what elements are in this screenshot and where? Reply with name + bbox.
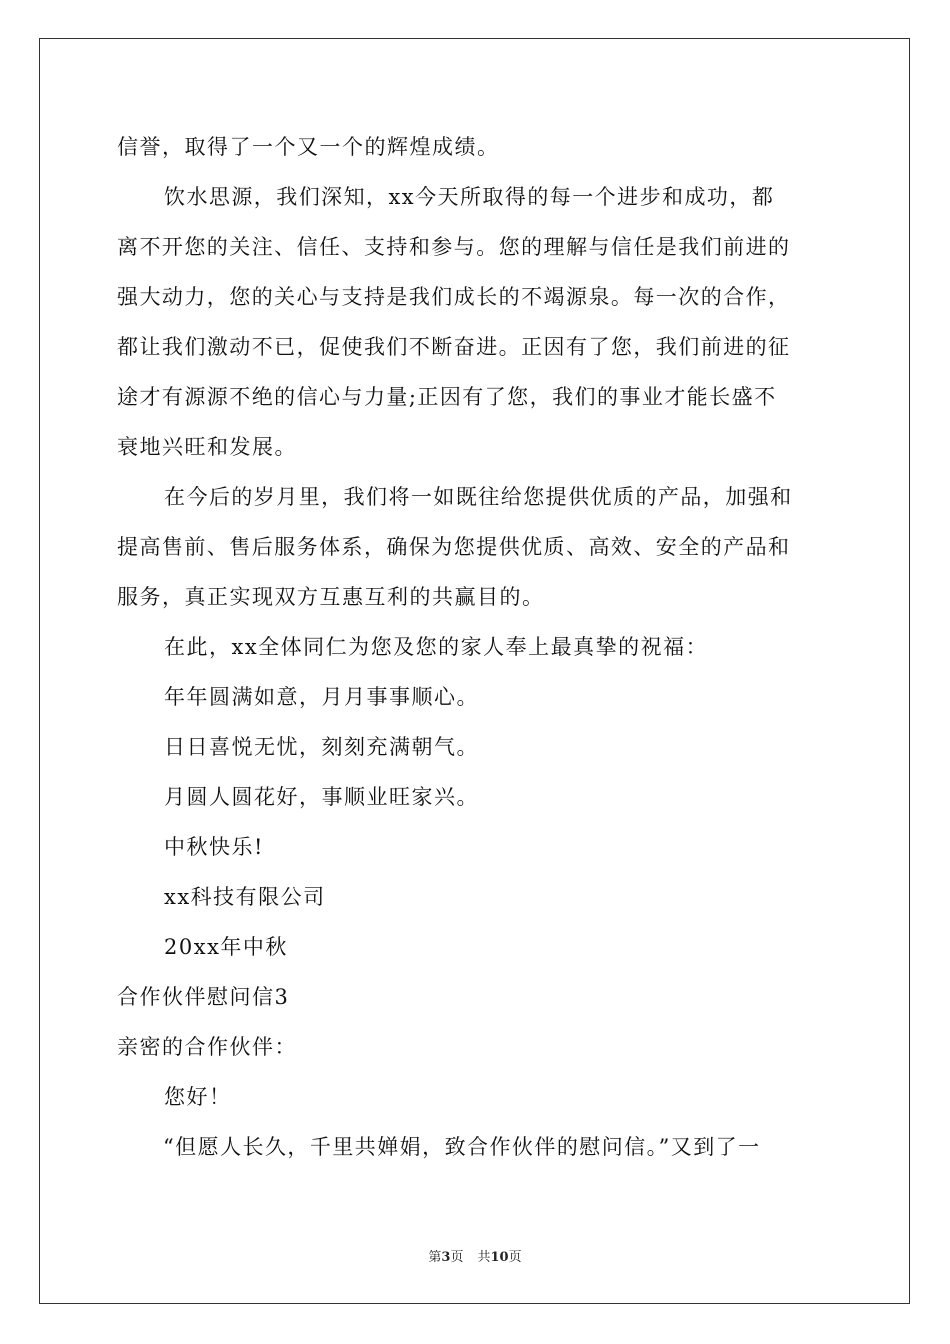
date-line: 20xx年中秋 [164,935,288,959]
footer-total-suffix: 页 [508,1250,522,1265]
text-line: 信誉，取得了一个又一个的辉煌成绩。 [117,135,500,159]
text-line: 年年圆满如意，月月事事顺心。 [164,685,479,709]
greeting: 您好！ [164,1085,232,1109]
text-line: 途才有源源不绝的信心与力量;正因有了您，我们的事业才能长盛不 [117,385,777,409]
text-line: 月圆人圆花好，事顺业旺家兴。 [164,785,479,809]
page-footer [0,1249,950,1267]
document-body [117,122,837,1172]
footer-total-pages: 10 [490,1250,509,1265]
text-line: 都让我们激动不已，促使我们不断奋进。正因有了您，我们前进的征 [117,335,791,359]
footer-page-suffix: 页 [450,1250,464,1265]
text-line: 在此，xx全体同仁为您及您的家人奉上最真挚的祝福： [164,635,709,659]
text-line: 离不开您的关注、信任、支持和参与。您的理解与信任是我们前进的 [117,235,791,259]
text-line: 衰地兴旺和发展。 [117,435,297,459]
text-line: 在今后的岁月里，我们将一如既往给您提供优质的产品，加强和 [164,485,793,509]
footer-page-number: 3 [441,1250,451,1265]
company-name: xx科技有限公司 [164,885,326,909]
section-title: 合作伙伴慰问信3 [117,985,290,1009]
salutation: 亲密的合作伙伴： [117,1035,297,1059]
text-line: 中秋快乐! [164,835,264,859]
text-line: 日日喜悦无忧，刻刻充满朝气。 [164,735,479,759]
text-line: 服务，真正实现双方互惠互利的共赢目的。 [117,585,545,609]
text-line: 强大动力，您的关心与支持是我们成长的不竭源泉。每一次的合作， [117,285,791,309]
text-line: “但愿人长久，千里共婵娟，致合作伙伴的慰问信。”又到了一 [163,1135,761,1159]
text-line: 饮水思源，我们深知，xx今天所取得的每一个进步和成功，都 [164,185,775,209]
text-line: 提高售前、售后服务体系，确保为您提供优质、高效、安全的产品和 [117,535,791,559]
footer-prefix: 第 [428,1250,442,1265]
footer-total-prefix: 共 [477,1250,491,1265]
